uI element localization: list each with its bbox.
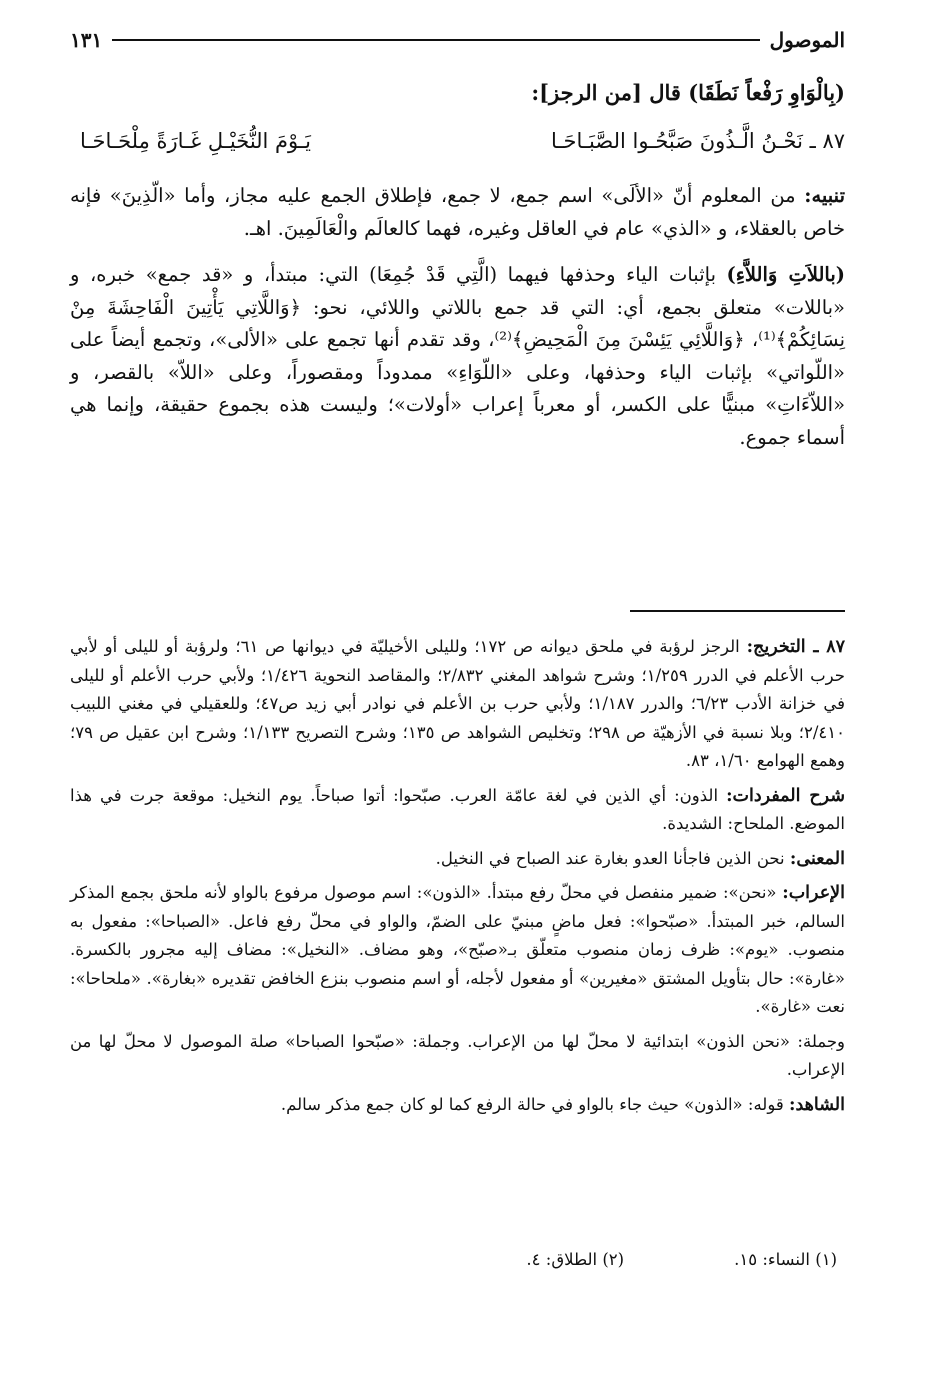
mufradat-label: شرح المفردات: <box>726 785 845 806</box>
shahid-text: قوله: «الذون» حيث جاء بالواو في حالة الرفع كما لو كان جمع مذكر سالم. <box>280 1094 789 1114</box>
maana-text: نحن الذين فاجأنا العدو بغارة عند الصباح في النخيل. <box>435 848 790 868</box>
tanbih-text: من المعلوم أنّ «الألَى» اسم جمع، لا جمع، فإطلاق الجمع عليه مجاز، وأما «الّذِينَ» فإنه خاص بالعقلاء، و «الذي» عام في العاقل وغيره، فهما كالعالَم والْعَالَمِينَ. اهـ. <box>70 184 845 240</box>
takhrij-text: الرجز لرؤبة في ملحق ديوانه ص ١٧٢؛ ولليلى الأخيليّة في ديوانها ص ٦١؛ ولرؤبة أو لليلى أو لأبي حرب الأعلم في الدرر ١/٢٥٩؛ وشرح شواهد المغني ٢/٨٣٢؛ والمقاصد النحوية ١/٤٢٦؛ ولأبي حرب الأعلم أو لليلى في خزانة الأدب ٦/٢٣؛ والدرر ١/١٨٧؛ ولأبي حرب بن الأعلم في نوادر أبي زيد ص٤٧؛ وللعقيلي في مغني اللبيب ٢/٤١٠؛ وبلا نسبة في الأزهيّة ص ٢٩٨؛ وتخليص الشواهد ص ١٣٥؛ وشرح التصريح ١/١٣٣؛ وشرح ابن عقيل ص ٧٩؛ وهمع الهوامع ١/٦٠، ٨٣. <box>70 637 846 770</box>
irab-label: الإعراب: <box>782 883 845 903</box>
footnote-shahid <box>70 1091 845 1120</box>
verse-right-hemistich: ٨٧ ـ نَحْـنُ الَّـذُونَ صَبَّحُـوا الصَّبَـاحَـا <box>550 129 845 153</box>
footnote-takhrij <box>70 633 845 776</box>
footnote-mufradat <box>70 782 845 839</box>
footnote-jumla <box>70 1028 845 1085</box>
footnote-irab <box>70 879 845 1022</box>
page-number: ١٣١ <box>70 28 103 52</box>
main-paragraph-text: بإثبات الياء وحذفها فيهما (الَّتِي قَدْ جُمِعَا) التي: مبتدأ، و «قد جمع» خبره، و «باللات» متعلق بجمع، أي: التي قد جمع باللاتي واللائي، نحو: ﴿وَاللَّاتِي يَأْتِينَ الْفَاحِشَةَ مِنْ نِسَائِكُمْ﴾⁽¹⁾، ﴿وَاللَّائِي يَئِسْنَ مِنَ الْمَحِيضِ﴾⁽²⁾، وقد تقدم أنها تجمع على «الألى»، وتجمع أيضاً على «اللّواتي» بإثبات الياء وحذفها، وعلى «اللّوَاءِ» ممدوداً ومقصوراً، وعلى «اللاّ» بالقصر، و «اللاّءَاتِ» مبنيًّا على الكسر، أو معرباً إعراب «أولات»؛ وليست هذه بجموع حقيقة، وإنما هي أسماء جموع. <box>70 263 845 449</box>
takhrij-label: ٨٧ ـ التخريج: <box>746 637 845 657</box>
reference-1: (١) النساء: ١٥. <box>734 1250 837 1269</box>
main-paragraph-label: (باللاَتِ وَاللاَّءِ) <box>726 263 845 286</box>
chapter-title: الموصول <box>769 28 845 52</box>
jumla-text: وجملة: «نحن الذون» ابتدائية لا محلّ لها من الإعراب. وجملة: «صبّحوا الصباحا» صلة الموصول لا محلّ لها من الإعراب. <box>70 1031 845 1079</box>
footnote-area <box>70 0 845 1389</box>
footnote-maana <box>70 845 845 874</box>
verse-left-hemistich: يَـوْمَ النُّخَيْـلِ غَـارَةً مِلْحَـاحَـا <box>80 129 311 153</box>
footnote-separator <box>630 610 845 612</box>
shahid-label: الشاهد: <box>788 1094 845 1115</box>
irab-text: «نحن»: ضمير منفصل في محلّ رفع مبتدأ. «الذون»: اسم موصول مرفوع بالواو لأنه ملحق بجمع المذكر السالم، خبر المبتدأ. «صبّحوا»: فعل ماضٍ مبنيّ على الضمّ، والواو في محلّ رفع فاعل. «الصباحا»: مفعول به منصوب. «يوم»: ظرف زمان منصوب متعلّق بـ«صبّح»، وهو مضاف. «النخيل»: مضاف إليه مجرور بالكسرة. «غارة»: حال بتأويل المشتق «مغيرين» أو مفعول لأجله، أو اسم منصوب بنزع الخافض تقديره «بغارة». «ملحاحا»: نعت «غارة». <box>70 883 845 1016</box>
mufradat-text: الذون: أي الذين في لغة عامّة العرب. صبّحوا: أتوا صباحاً. يوم النخيل: موقعة جرت في هذا الموضع. الملحاح: الشديدة. <box>70 785 845 833</box>
footnotes <box>70 625 845 1119</box>
intro-line: (بِالْوَاوِ رَفْعاً نَطَقَا) قال [من الرجز]: <box>531 80 845 105</box>
tanbih-label: تنبيه: <box>804 184 845 207</box>
reference-2: (٢) الطلاق: ٤. <box>526 1250 625 1269</box>
quran-references <box>416 1250 837 1269</box>
maana-label: المعنى: <box>789 848 845 869</box>
